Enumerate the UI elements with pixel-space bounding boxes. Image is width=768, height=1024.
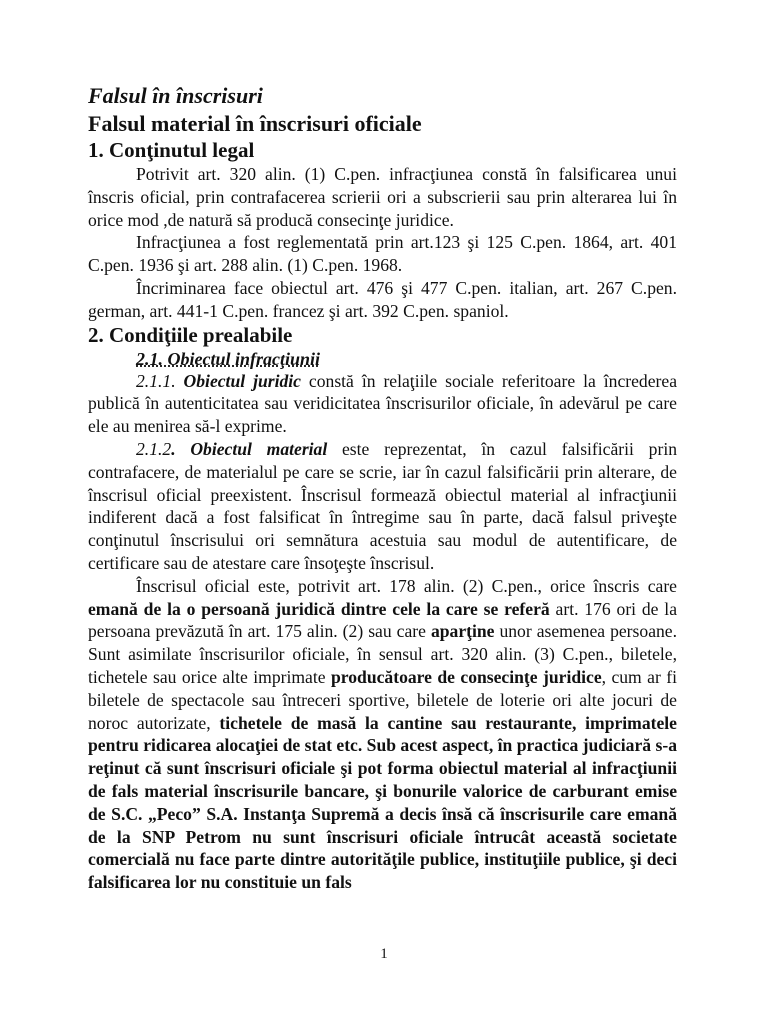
term-obiectul-material: . Obiectul material — [171, 438, 328, 459]
paragraph-text: constă în relaţiile sociale referitoare la încrederea publică în autenticitatea sau veridicitatea înscrisurilor oficiale, în adevărul pe care ele au menirea să-l exprime. — [88, 370, 678, 437]
text-segment: , cum ar fi biletele de spectacole sau întreceri sportive, biletele de loterie ori alte jocuri de noroc autorizate, — [88, 666, 677, 733]
heading-obiectul-infractiunii: 2.1. Obiectul infracţiunii — [136, 348, 321, 369]
text-segment-bold: producătoare de consecinţe juridice — [330, 666, 602, 687]
text-segment-bold: emană de la o persoană juridică dintre cele la care se referă — [88, 598, 550, 619]
document-page — [88, 82, 677, 894]
paragraph-inscrisul-oficial — [88, 575, 677, 894]
paragraph-2: Infracţiunea a fost reglementată prin art.123 şi 125 C.pen. 1864, art. 401 C.pen. 1936 şi art. 288 alin. (1) C.pen. 1968. — [88, 232, 677, 276]
subsection-number: 2.1.2 — [136, 438, 172, 459]
text-segment: art. 176 ori de la persoana prevăzută în art. 175 alin. (2) sau care — [88, 598, 677, 642]
paragraph-text: este reprezentat, în cazul falsificării prin contrafacere, de materialul pe care se scrie, iar în cazul falsificării prin alterare, de înscrisul oficial preexistent. Înscrisul formează obiectul material al infracţiunii indiferent dacă a fost falsificat în întregime sau în parte, dacă falsul priveşte conţinutul înscrisului ori semnătura acestuia sau modul de autentificare, de certificare sau de atestare care însoţeşte înscrisul. — [88, 438, 678, 573]
document-title: Falsul în înscrisuri — [88, 83, 263, 108]
text-segment: Înscrisul oficial este, potrivit art. 178 alin. (2) C.pen., orice înscris care — [136, 575, 677, 596]
paragraph-obiectul-material — [88, 438, 677, 575]
term-obiectul-juridic: Obiectul juridic — [183, 370, 301, 391]
text-segment-bold: tichetele de masă la cantine sau restaurante, imprimatele pentru ridicarea alocaţiei de stat etc. Sub acest aspect, în practica judiciară s-a reţinut că sunt înscrisuri oficiale şi pot forma obiectul material al infracţiunii de fals material înscrisurile bancare, şi bonurile valorice de carburant emise de S.C. „Peco” S.A. Instanţa Supremă a decis însă că înscrisurile care emană de la SNP Petrom nu sunt înscrisuri oficiale întrucât această societate comercială nu face parte dintre autorităţile publice, instituţiile publice, şi deci falsificarea lor nu constituie un fals — [88, 712, 677, 893]
text-segment: unor asemenea persoane. Sunt asimilate înscrisurilor oficiale, în sensul art. 320 alin. (3) C.pen., biletele, tichetele sau orice alte imprimate — [88, 621, 678, 687]
paragraph-1: Potrivit art. 320 alin. (1) C.pen. infracţiunea constă în falsificarea unui înscris oficial, prin contrafacerea scrierii ori a subscrierii sau prin alterarea lui în orice mod ,de natură să producă consecinţe juridice. — [88, 164, 677, 230]
paragraph-3: Încriminarea face obiectul art. 476 şi 477 C.pen. italian, art. 267 C.pen. german, art. 441-1 C.pen. francez şi art. 392 C.pen. spaniol. — [88, 277, 677, 321]
subsection-number: 2.1.1. — [136, 370, 184, 391]
heading-continutul-legal: 1. Conţinutul legal — [88, 138, 255, 162]
paragraph-obiectul-juridic — [88, 370, 677, 438]
page-number: 1 — [380, 946, 388, 962]
text-segment-bold: aparţine — [430, 621, 495, 642]
section-title: Falsul material în înscrisuri oficiale — [88, 111, 422, 136]
heading-conditiile-prealabile: 2. Condiţiile prealabile — [88, 322, 293, 347]
